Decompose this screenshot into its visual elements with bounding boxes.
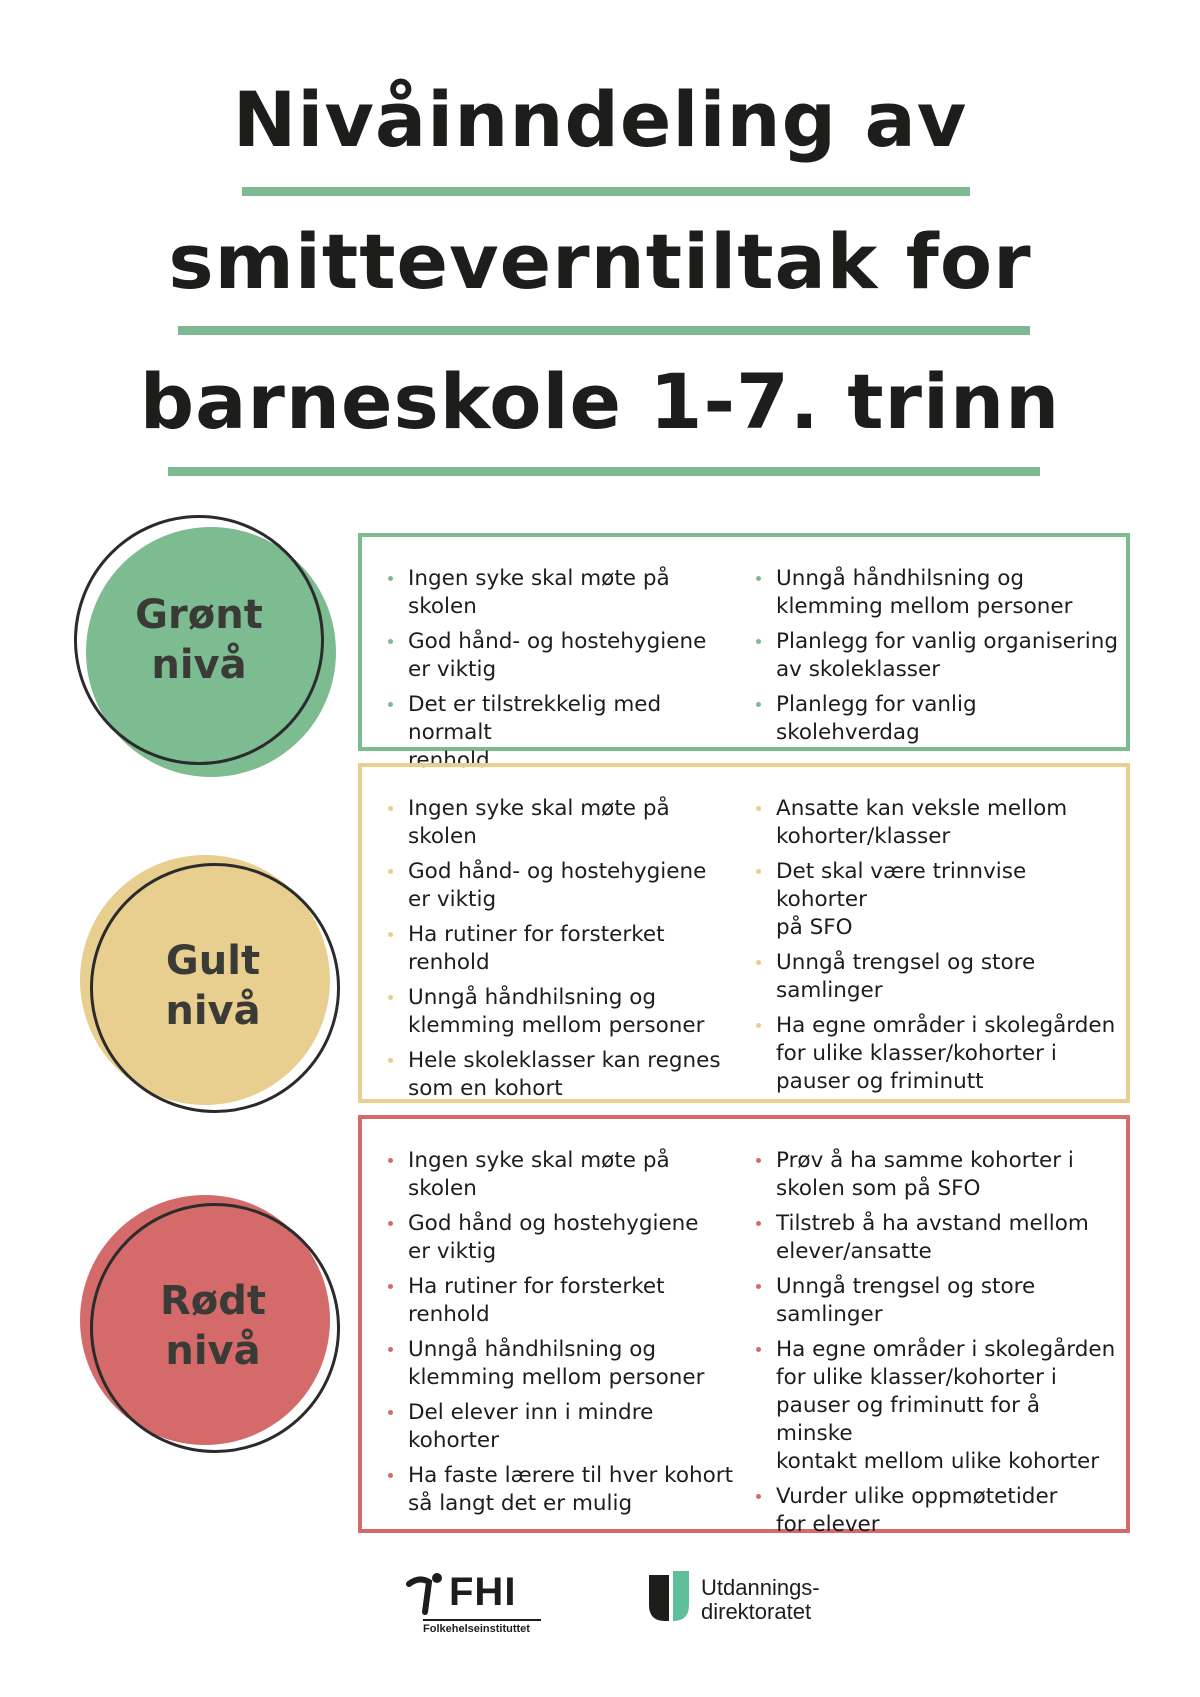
measure-item: [384, 1047, 744, 1103]
title-underline-1: [242, 187, 970, 196]
measure-text: Unngå håndhilsning og klemming mellom personer: [776, 566, 1073, 619]
measure-item: [752, 1483, 1122, 1539]
measure-item: [384, 921, 744, 977]
measure-item: [384, 1210, 744, 1266]
title-underline-3: [168, 467, 1040, 476]
green-level-label: Grønt nivå: [135, 592, 263, 688]
red-level-measures-box: [358, 1115, 1130, 1537]
measure-text: Del elever inn i mindre kohorter: [408, 1400, 654, 1453]
bullet-icon: [756, 960, 761, 965]
title-underline-2: [178, 326, 1030, 335]
yellow-level-left-column: [384, 795, 744, 1110]
measure-text: Planlegg for vanlig skolehverdag: [776, 692, 977, 745]
measure-text: Ingen syke skal møte på skolen: [408, 796, 670, 849]
yellow-level-right-column: [752, 795, 1122, 1103]
bullet-icon: [756, 639, 761, 644]
bullet-icon: [756, 1221, 761, 1226]
bullet-icon: [388, 576, 393, 581]
yellow-level-measures-box: [358, 763, 1130, 1103]
fhi-logo-divider: [423, 1619, 541, 1621]
measure-item: [384, 1336, 744, 1392]
measure-item: [752, 691, 1122, 747]
measure-item: [752, 795, 1122, 851]
bullet-icon: [756, 1347, 761, 1352]
measure-item: [384, 565, 744, 621]
measure-item: [384, 1462, 744, 1518]
fhi-logo: [405, 1570, 545, 1640]
bullet-icon: [756, 1158, 761, 1163]
measure-text: Unngå trengsel og store samlinger: [776, 1274, 1036, 1327]
measure-text: God hånd- og hostehygiene er viktig: [408, 629, 707, 682]
measure-item: [752, 1147, 1122, 1203]
measure-text: Unngå trengsel og store samlinger: [776, 950, 1036, 1003]
fhi-symbol-icon: [405, 1572, 445, 1620]
fhi-logo-subtitle: Folkehelseinstituttet: [423, 1623, 530, 1635]
udir-logo: [645, 1567, 845, 1637]
measure-item: [384, 628, 744, 684]
bullet-icon: [388, 995, 393, 1000]
red-level-label: Rødt nivå: [159, 1278, 267, 1374]
udir-symbol-icon: [645, 1567, 693, 1627]
title-line-3: barneskole 1-7. trinn: [139, 357, 1061, 446]
bullet-icon: [388, 702, 393, 707]
green-level-measures-box: [358, 533, 1130, 773]
red-level-left-column: [384, 1147, 744, 1525]
measure-text: Ingen syke skal møte på skolen: [408, 566, 670, 619]
measure-item: [384, 1147, 744, 1203]
measure-text: Ha rutiner for forsterket renhold: [408, 1274, 665, 1327]
measure-text: Unngå håndhilsning og klemming mellom personer: [408, 1337, 705, 1390]
bullet-icon: [756, 576, 761, 581]
yellow-level-label: Gult nivå: [165, 938, 261, 1034]
fhi-logo-text: FHI: [449, 1570, 517, 1614]
red-level-right-column: [752, 1147, 1122, 1546]
measure-item: [384, 795, 744, 851]
measure-text: Planlegg for vanlig organisering av skoleklasser: [776, 629, 1118, 682]
measure-item: [752, 565, 1122, 621]
bullet-icon: [388, 639, 393, 644]
yellow-level-circle: [80, 855, 342, 1117]
measure-text: Vurder ulike oppmøtetider for elever: [776, 1484, 1058, 1537]
bullet-icon: [388, 1410, 393, 1415]
measure-item: [384, 858, 744, 914]
bullet-icon: [388, 869, 393, 874]
measure-item: [752, 1210, 1122, 1266]
title-line-1: Nivåinndeling av: [232, 75, 968, 164]
measure-text: Ha egne områder i skolegården for ulike klasser/kohorter i pauser og friminutt: [776, 1013, 1116, 1094]
title-line-2: smitteverntiltak for: [168, 217, 1032, 306]
measure-text: Ha egne områder i skolegården for ulike klasser/kohorter i pauser og friminutt for å minske kontakt mellom ulike kohorter: [776, 1337, 1116, 1474]
measure-text: Ha faste lærere til hver kohort så langt det er mulig: [408, 1463, 734, 1516]
bullet-icon: [756, 1023, 761, 1028]
measure-item: [752, 1336, 1122, 1476]
bullet-icon: [388, 1058, 393, 1063]
bullet-icon: [756, 806, 761, 811]
measure-item: [384, 1399, 744, 1455]
green-level-circle: [74, 515, 336, 777]
measure-text: Det er tilstrekkelig med normalt renhold: [408, 692, 662, 773]
green-level-right-column: [752, 565, 1122, 754]
measure-item: [752, 1012, 1122, 1096]
bullet-icon: [388, 806, 393, 811]
bullet-icon: [756, 1494, 761, 1499]
bullet-icon: [756, 702, 761, 707]
bullet-icon: [388, 1158, 393, 1163]
bullet-icon: [388, 1284, 393, 1289]
measure-text: Unngå håndhilsning og klemming mellom personer: [408, 985, 705, 1038]
measure-item: [752, 628, 1122, 684]
measure-text: Prøv å ha samme kohorter i skolen som på SFO: [776, 1148, 1074, 1201]
red-level-circle: [80, 1195, 342, 1457]
measure-text: God hånd og hostehygiene er viktig: [408, 1211, 699, 1264]
measure-item: [384, 984, 744, 1040]
measure-text: Hele skoleklasser kan regnes som en kohort: [408, 1048, 721, 1101]
measure-item: [752, 858, 1122, 942]
udir-logo-line1: Utdannings-: [701, 1575, 820, 1600]
udir-logo-line2: direktoratet: [701, 1599, 812, 1624]
measure-item: [384, 1273, 744, 1329]
bullet-icon: [388, 1347, 393, 1352]
bullet-icon: [388, 1221, 393, 1226]
measure-text: Ansatte kan veksle mellom kohorter/klasser: [776, 796, 1068, 849]
bullet-icon: [388, 932, 393, 937]
measure-text: Det skal være trinnvise kohorter på SFO: [776, 859, 1027, 940]
measure-text: God hånd- og hostehygiene er viktig: [408, 859, 707, 912]
measure-item: [752, 949, 1122, 1005]
measure-text: Tilstreb å ha avstand mellom elever/ansatte: [776, 1211, 1089, 1264]
green-level-left-column: [384, 565, 744, 782]
bullet-icon: [388, 1473, 393, 1478]
measure-text: Ingen syke skal møte på skolen: [408, 1148, 670, 1201]
bullet-icon: [756, 1284, 761, 1289]
measure-item: [752, 1273, 1122, 1329]
measure-text: Ha rutiner for forsterket renhold: [408, 922, 665, 975]
bullet-icon: [756, 869, 761, 874]
